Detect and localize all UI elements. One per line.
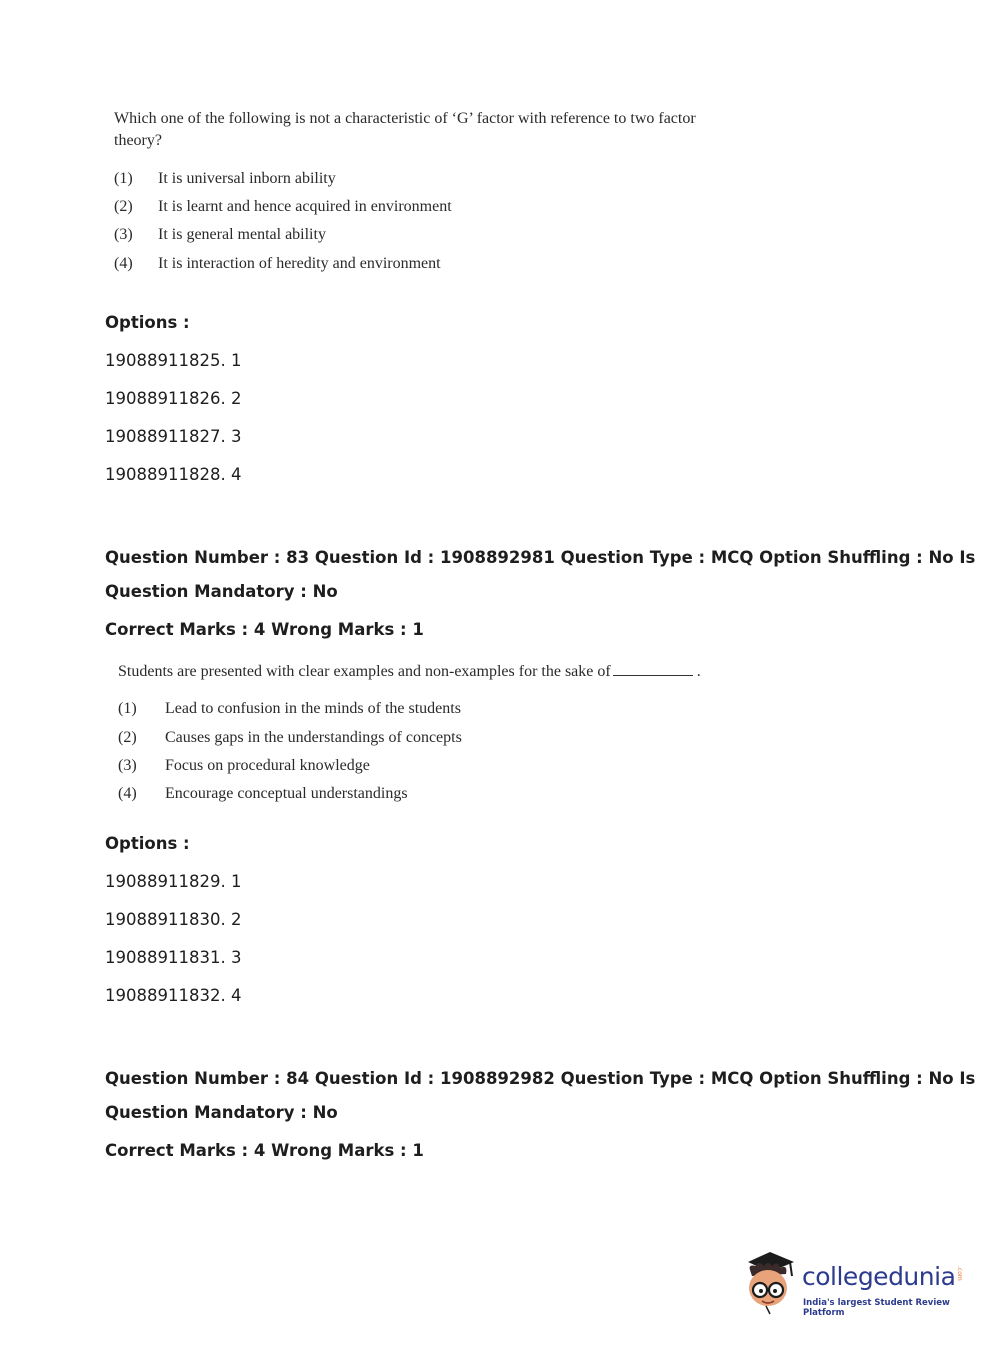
logo-tagline: India's largest Student Review Platform: [803, 1298, 950, 1318]
q82-option-2: 19088911826. 2: [105, 389, 242, 408]
collegedunia-logo: [740, 1248, 972, 1320]
q83-choice-4-text: Encourage conceptual understandings: [165, 785, 408, 802]
q82-choice-1-num: (1): [114, 170, 133, 187]
q83-stem-end: .: [696, 663, 701, 680]
q83-options-label: Options :: [105, 834, 190, 853]
q83-choice-1-text: Lead to confusion in the minds of the students: [165, 700, 461, 717]
q82-options-label: Options :: [105, 313, 190, 332]
q83-header-line2: Question Mandatory : No: [105, 582, 338, 601]
q82-stem-line1: Which one of the following is not a characteristic of ‘G’ factor with reference to two factor: [114, 110, 696, 127]
q82-choice-2-num: (2): [114, 198, 133, 215]
logo-wordmark: collegedunia: [802, 1262, 956, 1291]
q83-option-4: 19088911832. 4: [105, 986, 242, 1005]
q84-header-line2: Question Mandatory : No: [105, 1103, 338, 1122]
logo-dotcom: .com: [956, 1266, 963, 1281]
q83-stem-text: Students are presented with clear examples and non-examples for the sake of: [118, 663, 611, 680]
q82-choice-4-num: (4): [114, 255, 133, 272]
q82-choice-4-text: It is interaction of heredity and environment: [158, 255, 441, 272]
q83-stem: [118, 661, 701, 683]
q83-choice-4-num: (4): [118, 785, 137, 802]
q84-header-line1: Question Number : 84 Question Id : 1908892982 Question Type : MCQ Option Shuffling : No Is: [105, 1069, 976, 1088]
q83-choice-3-num: (3): [118, 757, 137, 774]
q82-choice-3-num: (3): [114, 226, 133, 243]
q83-choice-2-num: (2): [118, 729, 137, 746]
q83-header-line1: Question Number : 83 Question Id : 1908892981 Question Type : MCQ Option Shuffling : No Is: [105, 548, 976, 567]
q83-choice-1-num: (1): [118, 700, 137, 717]
q83-choice-2-text: Causes gaps in the understandings of concepts: [165, 729, 462, 746]
q84-marks: Correct Marks : 4 Wrong Marks : 1: [105, 1141, 424, 1160]
q82-stem-line2: theory?: [114, 132, 162, 149]
q82-choice-2-text: It is learnt and hence acquired in environment: [158, 198, 452, 215]
q83-choice-3-text: Focus on procedural knowledge: [165, 757, 370, 774]
q83-option-3: 19088911831. 3: [105, 948, 242, 967]
q82-option-3: 19088911827. 3: [105, 427, 242, 446]
q83-option-1: 19088911829. 1: [105, 872, 242, 891]
answer-blank: [613, 663, 693, 676]
mascot-icon: [740, 1250, 802, 1316]
q82-option-1: 19088911825. 1: [105, 351, 242, 370]
q82-choice-1-text: It is universal inborn ability: [158, 170, 336, 187]
q83-option-2: 19088911830. 2: [105, 910, 242, 929]
q83-marks: Correct Marks : 4 Wrong Marks : 1: [105, 620, 424, 639]
q82-choice-3-text: It is general mental ability: [158, 226, 326, 243]
q82-option-4: 19088911828. 4: [105, 465, 242, 484]
